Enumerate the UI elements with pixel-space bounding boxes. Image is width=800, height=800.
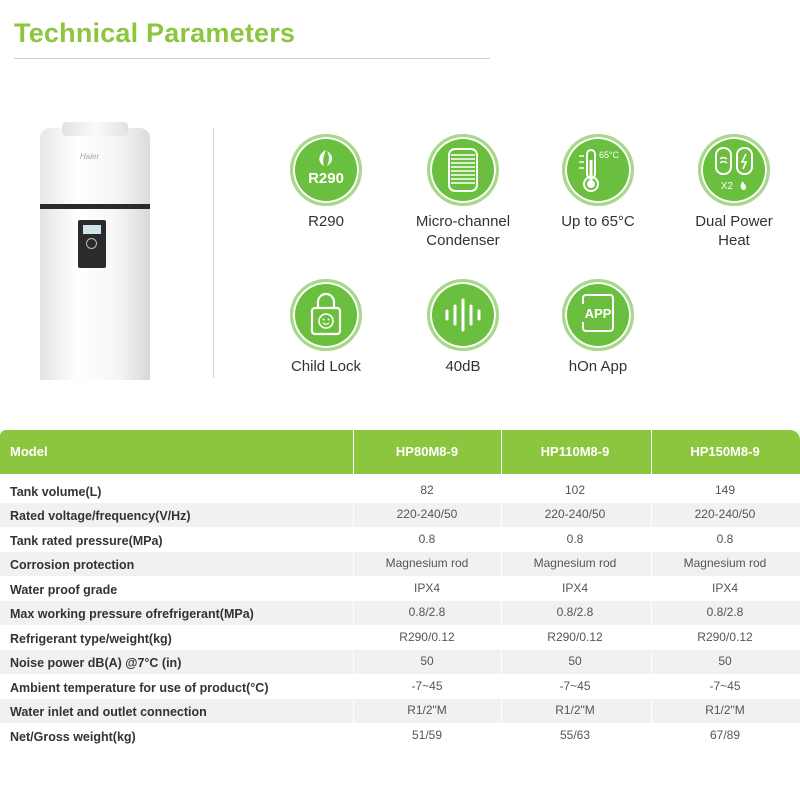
thermometer-icon — [562, 134, 634, 206]
feature-child-lock — [266, 279, 386, 376]
condenser-coil-icon — [427, 134, 499, 206]
table-row — [0, 552, 800, 576]
cell-hp150: R290/0.12 — [697, 630, 753, 644]
dual-power-badge-text: X2 — [720, 181, 734, 192]
row-label: Refrigerant type/weight(kg) — [10, 632, 172, 646]
cell-hp110: R290/0.12 — [547, 630, 603, 644]
header-col-hp80: HP80M8-9 — [395, 444, 459, 459]
app-badge-text: APP — [584, 306, 612, 321]
feature-label: Micro-channel Condenser — [415, 213, 511, 249]
header-model: Model — [10, 444, 48, 459]
temperature-badge-text: 65°C — [598, 150, 620, 160]
cell-hp150: R1/2"M — [705, 703, 745, 717]
table-row — [0, 528, 800, 552]
row-label: Water proof grade — [10, 583, 118, 597]
feature-r290 — [266, 134, 386, 231]
cell-hp150: -7~45 — [709, 679, 741, 693]
row-label: Noise power dB(A) @7°C (in) — [10, 656, 182, 670]
row-label: Ambient temperature for use of product(°C) — [10, 681, 269, 695]
feature-label: R290 — [308, 213, 344, 230]
header-col-hp110: HP110M8-9 — [540, 444, 610, 459]
cell-hp110: 0.8 — [566, 532, 584, 546]
table-row — [0, 699, 800, 723]
cell-hp150: Magnesium rod — [683, 556, 767, 570]
product-display-screen — [83, 225, 101, 234]
table-row — [0, 479, 800, 503]
cell-hp150: 0.8/2.8 — [706, 605, 744, 619]
cell-hp150: 149 — [714, 483, 736, 497]
row-label: Water inlet and outlet connection — [10, 705, 207, 719]
feature-label: Child Lock — [290, 358, 362, 375]
cell-hp150: 220-240/50 — [694, 507, 756, 521]
table-row — [0, 626, 800, 650]
cell-hp110: 50 — [568, 654, 582, 668]
product-top-cap — [62, 122, 128, 136]
product-control-knob — [86, 238, 97, 249]
feature-label: hOn App — [568, 358, 628, 375]
spec-table-header — [0, 430, 800, 474]
r290-badge-text: R290 — [308, 170, 344, 187]
cell-hp110: R1/2"M — [555, 703, 595, 717]
table-row — [0, 577, 800, 601]
cell-hp80: 0.8 — [418, 532, 436, 546]
vertical-divider — [213, 128, 214, 378]
heat-pump-product-image — [40, 128, 150, 380]
cell-hp110: -7~45 — [559, 679, 591, 693]
table-row — [0, 724, 800, 748]
cell-hp80: 50 — [420, 654, 434, 668]
page-title: Technical Parameters — [14, 18, 296, 48]
cell-hp150: IPX4 — [711, 581, 738, 595]
header-col-hp150: HP150M8-9 — [690, 444, 760, 459]
app-icon — [562, 279, 634, 351]
feature-up-to-65c — [538, 134, 658, 231]
feature-label: Dual Power Heat — [695, 213, 773, 249]
cell-hp110: Magnesium rod — [533, 556, 617, 570]
row-label: Tank volume(L) — [10, 485, 102, 499]
cell-hp110: 220-240/50 — [544, 507, 606, 521]
cell-hp80: Magnesium rod — [385, 556, 469, 570]
table-row — [0, 503, 800, 527]
cell-hp80: IPX4 — [413, 581, 440, 595]
feature-40db — [403, 279, 523, 376]
table-row — [0, 675, 800, 699]
cell-hp110: 0.8/2.8 — [556, 605, 594, 619]
feature-hon-app — [538, 279, 658, 376]
feature-label: 40dB — [445, 358, 481, 375]
cell-hp80: 220-240/50 — [396, 507, 458, 521]
row-label: Tank rated pressure(MPa) — [10, 534, 163, 548]
sound-wave-icon — [427, 279, 499, 351]
row-label: Corrosion protection — [10, 558, 135, 572]
cell-hp150: 50 — [718, 654, 732, 668]
cell-hp80: 0.8/2.8 — [408, 605, 446, 619]
feature-dual-power-heat — [674, 134, 794, 250]
table-row — [0, 650, 800, 674]
cell-hp80: -7~45 — [411, 679, 443, 693]
row-label: Max working pressure ofrefrigerant(MPa) — [10, 607, 254, 621]
cell-hp150: 0.8 — [716, 532, 734, 546]
feature-micro-channel-condenser — [403, 134, 523, 250]
row-label: Rated voltage/frequency(V/Hz) — [10, 509, 191, 523]
feature-label: Up to 65°C — [561, 213, 635, 230]
title-underline — [14, 58, 490, 59]
cell-hp110: 102 — [564, 483, 586, 497]
cell-hp110: 55/63 — [559, 728, 591, 742]
dual-power-icon — [698, 134, 770, 206]
child-lock-icon — [290, 279, 362, 351]
table-row — [0, 601, 800, 625]
r290-leaf-icon — [290, 134, 362, 206]
cell-hp80: R1/2"M — [407, 703, 447, 717]
product-top-casing — [40, 128, 150, 206]
cell-hp150: 67/89 — [709, 728, 741, 742]
row-label: Net/Gross weight(kg) — [10, 730, 136, 744]
cell-hp110: IPX4 — [561, 581, 588, 595]
cell-hp80: 82 — [420, 483, 434, 497]
product-brand-logo: Haier — [80, 152, 100, 161]
cell-hp80: 51/59 — [411, 728, 443, 742]
cell-hp80: R290/0.12 — [399, 630, 455, 644]
